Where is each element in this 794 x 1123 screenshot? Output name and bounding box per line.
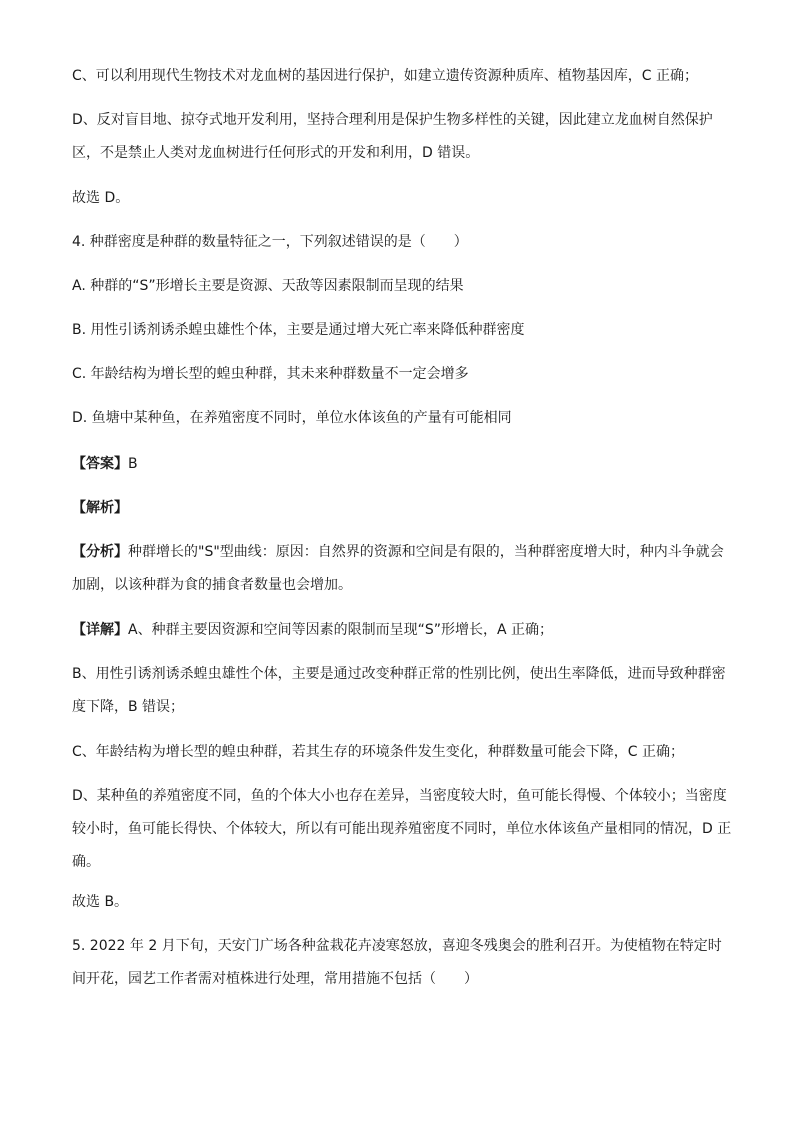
xiangjie-paragraph xyxy=(72,614,732,647)
fenxi-text: 种群增长的"S"型曲线：原因：自然界的资源和空间是有限的，当种群密度增大时，种内斗争就会加剧，以该种群为食的捕食者数量也会增加。 xyxy=(72,544,724,593)
xiangjie-option-d: D、某种鱼的养殖密度不同，鱼的个体大小也存在差异，当密度较大时，鱼可能长得慢、个体较小；当密度较小时，鱼可能长得快、个体较大，所以有可能出现养殖密度不同时，单位水体该鱼产量相同的情况，D 正确。 xyxy=(72,788,732,870)
conclusion-q4: 故选 B。 xyxy=(72,894,129,910)
conclusion-q3: 故选 D。 xyxy=(72,190,130,206)
fenxi-tag: 【分析】 xyxy=(72,544,128,560)
xiangjie-option-c: C、年龄结构为增长型的蝗虫种群，若其生存的环境条件发生变化，种群数量可能会下降，C 正确； xyxy=(72,744,684,760)
answer-line xyxy=(72,448,732,481)
question-5-stem: 5. 2022 年 2 月下旬，天安门广场各种盆栽花卉凌寒怒放，喜迎冬残奥会的胜利召开。为使植物在特定时间开花，园艺工作者需对植株进行处理，常用措施不包括（ ） xyxy=(72,938,722,987)
answer-tag: 【答案】 xyxy=(72,456,128,472)
question-4-option-b: B. 用性引诱剂诱杀蝗虫雄性个体，主要是通过增大死亡率来降低种群密度 xyxy=(72,322,525,338)
question-4-stem: 4. 种群密度是种群的数量特征之一，下列叙述错误的是（ ） xyxy=(72,234,468,250)
paragraph-option-d-analysis: D、反对盲目地、掠夺式地开发利用，坚持合理利用是保护生物多样性的关键，因此建立龙血树自然保护区，不是禁止人类对龙血树进行任何形式的开发和利用，D 错误。 xyxy=(72,112,713,161)
analysis-tag: 【解析】 xyxy=(72,500,128,516)
xiangjie-tag: 【详解】 xyxy=(72,622,128,638)
question-4-option-c: C. 年龄结构为增长型的蝗虫种群，其未来种群数量不一定会增多 xyxy=(72,366,469,382)
question-4-option-a: A. 种群的“S”形增长主要是资源、天敌等因素限制而呈现的结果 xyxy=(72,278,464,294)
fenxi-paragraph xyxy=(72,536,732,602)
paragraph-option-c-analysis: C、可以利用现代生物技术对龙血树的基因进行保护，如建立遗传资源种质库、植物基因库，C 正确； xyxy=(72,68,698,84)
question-4-option-d: D. 鱼塘中某种鱼，在养殖密度不同时，单位水体该鱼的产量有可能相同 xyxy=(72,410,512,426)
xiangjie-text-a: A、种群主要因资源和空间等因素的限制而呈现“S”形增长，A 正确； xyxy=(128,622,553,638)
xiangjie-option-b: B、用性引诱剂诱杀蝗虫雄性个体，主要是通过改变种群正常的性别比例，使出生率降低，进而导致种群密度下降，B 错误； xyxy=(72,666,726,715)
analysis-heading xyxy=(72,492,732,525)
answer-value: B xyxy=(128,456,138,472)
